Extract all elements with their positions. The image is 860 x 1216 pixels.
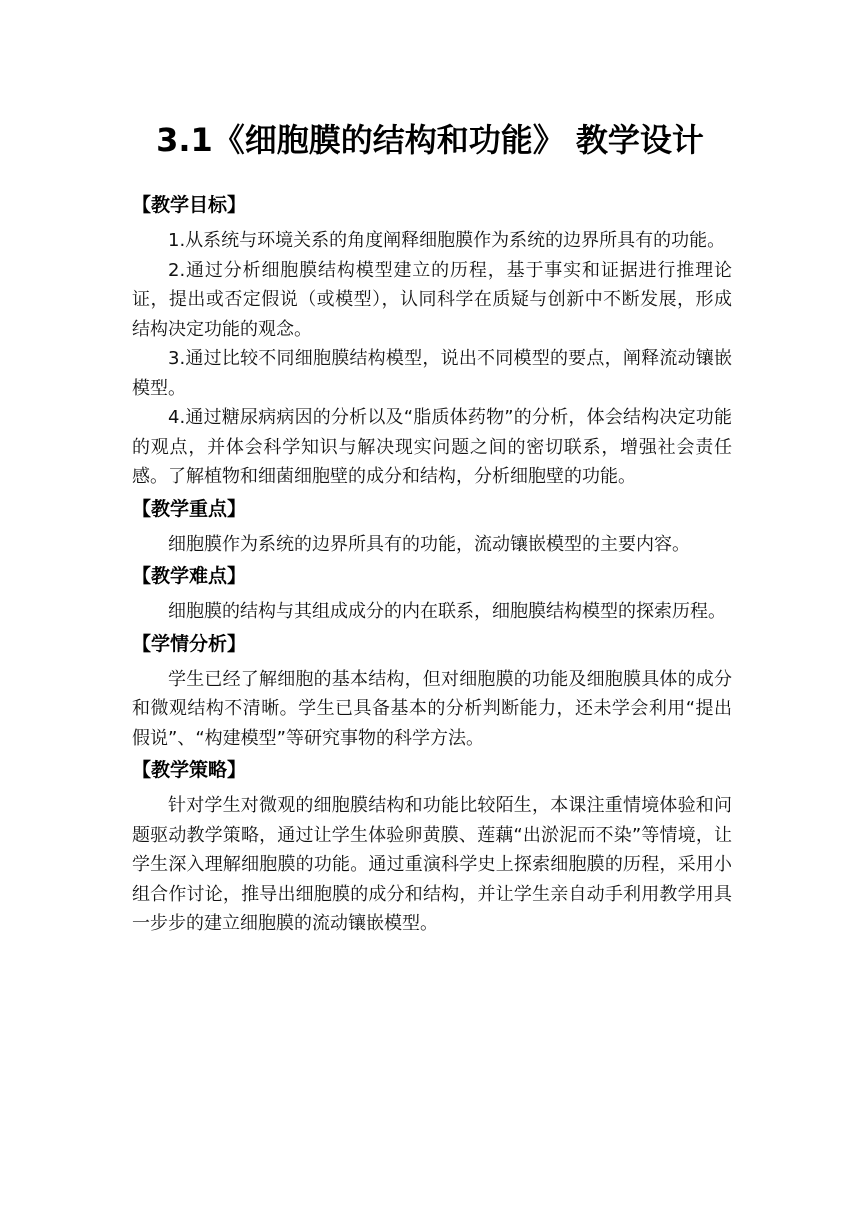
document-body [132,188,732,939]
section-paragraph: 针对学生对微观的细胞膜结构和功能比较陌生，本课注重情境体验和问题驱动教学策略，通过让学生体验卵黄膜、莲藕“出淤泥而不染”等情境，让学生深入理解细胞膜的功能。通过重演科学史上探索细胞膜的历程，采用小组合作讨论，推导出细胞膜的成分和结构，并让学生亲自动手利用教学用具一步步的建立细胞膜的流动镶嵌模型。 [132,795,732,934]
section-teaching-difficulties [132,559,732,627]
section-heading: 【教学难点】 [132,565,247,587]
section-paragraph: 细胞膜作为系统的边界所具有的功能，流动镶嵌模型的主要内容。 [168,533,690,555]
objective-paragraph: 4.通过糖尿病病因的分析以及“脂质体药物”的分析，体会结构决定功能的观点，并体会科学知识与解决现实问题之间的密切联系，增强社会责任感。了解植物和细菌细胞壁的成分和结构，分析细胞壁的功能。 [132,407,732,487]
section-heading: 【教学策略】 [132,759,247,781]
objective-paragraph: 2.通过分析细胞膜结构模型建立的历程，基于事实和证据进行推理论证，提出或否定假说（或模型），认同科学在质疑与创新中不断发展，形成结构决定功能的观念。 [132,259,732,340]
section-student-analysis [132,627,732,754]
document-title: 3.1《细胞膜的结构和功能》 教学设计 [156,121,704,159]
objective-paragraph: 1.从系统与环境关系的角度阐释细胞膜作为系统的边界所具有的功能。 [168,230,726,251]
section-teaching-strategy [132,753,732,939]
section-heading: 【教学重点】 [132,497,247,520]
objective-paragraph: 3.通过比较不同细胞膜结构模型，说出不同模型的要点，阐释流动镶嵌模型。 [132,348,732,399]
section-heading: 【教学目标】 [132,194,247,216]
section-heading: 【学情分析】 [132,632,247,655]
section-teaching-key-points [132,492,732,560]
section-teaching-objectives [132,188,732,492]
section-paragraph: 学生已经了解细胞的基本结构，但对细胞膜的功能及细胞膜具体的成分和微观结构不清晰。学生已具备基本的分析判断能力，还未学会利用“提出假说”、“构建模型”等研究事物的科学方法。 [132,668,732,749]
section-paragraph: 细胞膜的结构与其组成成分的内在联系，细胞膜结构模型的探索历程。 [168,601,726,622]
